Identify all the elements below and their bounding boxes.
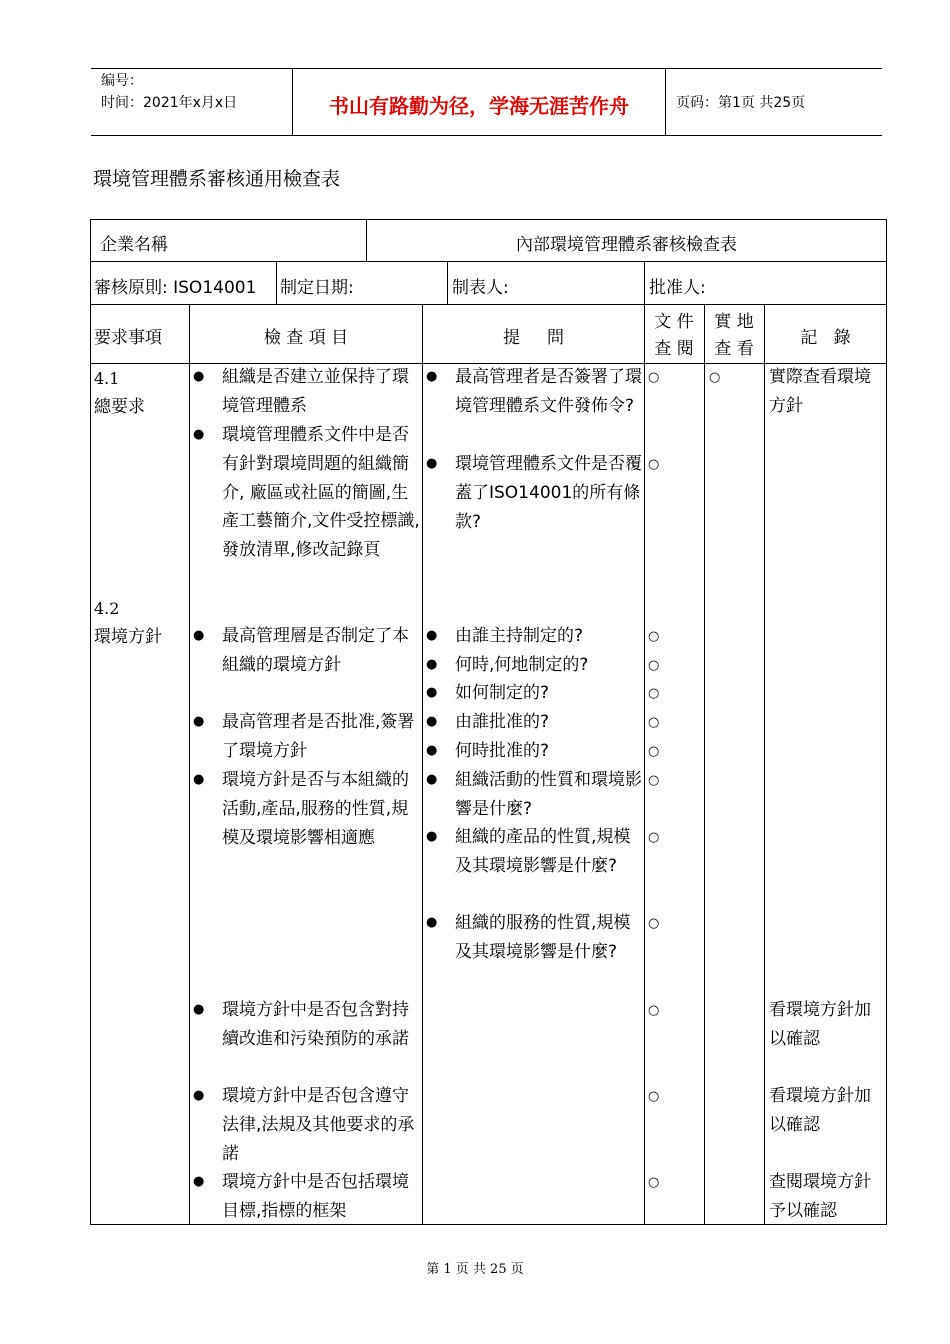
doc-review-mark: ○ (648, 629, 660, 644)
record-text: 看環境方針加以確認 (769, 1086, 871, 1135)
question-item: ● 如何制定的? (455, 679, 645, 708)
question-item: ● 何時批准的? (455, 737, 645, 766)
bullet-icon: ● (193, 427, 205, 442)
record-text: 看環境方針加以確認 (769, 1000, 871, 1049)
col-header-doc-review: 文 件 查 閱 (654, 312, 694, 359)
col-rule (704, 304, 705, 1224)
bullet-icon: ● (426, 657, 438, 672)
bullet-icon: ● (193, 1174, 205, 1189)
bullet-icon: ● (193, 1088, 205, 1103)
row-rule (91, 304, 886, 305)
check-item: ● 最高管理層是否制定了本組織的環境方針 (222, 622, 423, 680)
section-name: 總要求 (94, 397, 145, 417)
check-item: ● 最高管理者是否批准,簽署了環境方針 (222, 708, 423, 766)
bullet-icon: ● (426, 456, 438, 471)
check-item: ● 組織是否建立並保持了環境管理體系 (222, 363, 423, 421)
question-item: ● 組織活動的性質和環境影響是什麼? (455, 766, 645, 824)
time-label: 时间：2021年x月x日 (101, 95, 238, 111)
doc-review-mark: ○ (648, 773, 660, 788)
bullet-icon: ● (426, 369, 438, 384)
section-number: 4.1 (94, 369, 120, 388)
section-label (94, 365, 145, 421)
bullet-icon: ● (426, 772, 438, 787)
doc-review-mark: ○ (648, 457, 660, 472)
document-title: 環境管理體系審核通用檢查表 (93, 168, 341, 190)
col-header-record: 記 錄 (800, 328, 851, 348)
doc-review-mark: ○ (648, 1003, 660, 1018)
question-item: ● 組織的產品的性質,規模及其環境影響是什麼? (455, 823, 645, 881)
form-title: 內部環境管理體系審核檢查表 (516, 235, 737, 255)
check-item: ● 環境方針是否与本組織的活動,產品,服務的性質,規模及環境影響相適應 (222, 766, 423, 852)
bullet-icon: ● (193, 772, 205, 787)
prepared-by-label: 制表人: (452, 278, 509, 298)
section-name: 環境方針 (94, 627, 162, 647)
bullet-icon: ● (426, 829, 438, 844)
col-header-requirement: 要求事項 (94, 328, 162, 348)
doc-review-mark: ○ (648, 370, 660, 385)
check-item: ● 環境方針中是否包含遵守法律,法規及其他要求的承諾 (222, 1082, 423, 1168)
record-text: 實際查看環境方針 (769, 367, 871, 416)
header-divider (665, 69, 666, 135)
col-rule (764, 304, 765, 1224)
bullet-icon: ● (426, 714, 438, 729)
bullet-icon: ● (426, 628, 438, 643)
bullet-icon: ● (193, 628, 205, 643)
header-motto: 书山有路勤为径，学海无涯苦作舟 (329, 94, 629, 118)
question-item: ● 由誰主持制定的? (455, 622, 645, 651)
record-text: 查閱環境方針予以確認 (769, 1172, 871, 1221)
section-label (94, 595, 162, 651)
col-rule (189, 304, 190, 1224)
bullet-icon: ● (193, 714, 205, 729)
approved-by-label: 批准人: (649, 278, 706, 298)
header-top-rule (91, 68, 882, 69)
site-check-mark: ○ (709, 370, 721, 385)
bullet-icon: ● (193, 369, 205, 384)
header-bottom-rule (91, 135, 882, 136)
bullet-icon: ● (426, 743, 438, 758)
check-item: ● 環境方針中是否包含對持續改進和污染預防的承諾 (222, 996, 423, 1054)
page-footer: 第 1 页 共 25 页 (426, 1262, 524, 1277)
col-rule (447, 261, 448, 304)
serial-label: 编号： (101, 73, 143, 89)
doc-review-mark: ○ (648, 916, 660, 931)
col-rule (644, 261, 645, 304)
question-item: ● 組織的服務的性質,規模及其環境影響是什麼? (455, 909, 645, 967)
bullet-icon: ● (193, 1002, 205, 1017)
checklist-table (90, 219, 887, 1225)
doc-review-mark: ○ (648, 1175, 660, 1190)
bullet-icon: ● (426, 685, 438, 700)
audit-basis: 審核原則: ISO14001 (94, 278, 257, 298)
bullet-icon: ● (426, 915, 438, 930)
date-label: 制定日期: (280, 278, 354, 298)
doc-review-mark: ○ (648, 715, 660, 730)
check-item: ● 環境管理體系文件中是否有針對環境問題的組織簡介, 廠區或社區的簡圖,生產工藝簡介,文件受控標識,發放清單,修改記錄頁 (222, 421, 423, 565)
row-rule (91, 261, 886, 262)
col-header-site-check: 實 地 查 看 (714, 312, 754, 359)
section-number: 4.2 (94, 599, 120, 618)
doc-review-mark: ○ (648, 1089, 660, 1104)
doc-review-mark: ○ (648, 658, 660, 673)
question-item: ● 由誰批准的? (455, 708, 645, 737)
doc-review-mark: ○ (648, 744, 660, 759)
col-header-check-items: 檢 查 項 目 (263, 328, 349, 348)
question-item: ● 最高管理者是否簽署了環境管理體系文件發佈令? (455, 363, 645, 421)
header-meta (101, 70, 237, 114)
col-rule (276, 261, 277, 304)
check-item: ● 環境方針中是否包括環境目標,指標的框架 (222, 1168, 423, 1226)
header-page-label: 页码：第1页 共25页 (676, 95, 806, 111)
question-item: ● 何時,何地制定的? (455, 651, 645, 680)
question-item: ● 環境管理體系文件是否覆蓋了ISO14001的所有條款? (455, 450, 645, 536)
col-header-questions: 提 問 (502, 328, 565, 348)
doc-review-mark: ○ (648, 686, 660, 701)
doc-review-mark: ○ (648, 830, 660, 845)
company-name-label: 企業名稱 (100, 235, 168, 255)
